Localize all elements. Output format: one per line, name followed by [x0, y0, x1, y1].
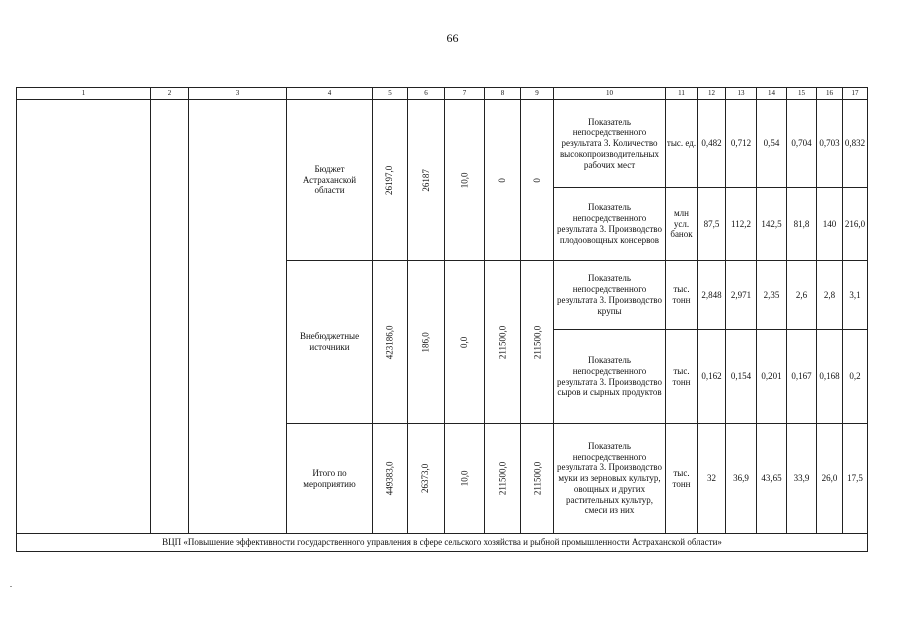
value-cell: 81,8 [787, 188, 817, 261]
unit-cell: тыс. тонн [666, 261, 698, 330]
value-cell: 0,703 [817, 100, 843, 188]
value-cell: 0,162 [698, 330, 726, 424]
value-cell: 2,6 [787, 261, 817, 330]
value-cell: 3,1 [843, 261, 868, 330]
value-text: 26197,0 [384, 165, 395, 195]
value-text: 0 [531, 177, 542, 183]
value-cell [373, 424, 408, 534]
footer-row [17, 534, 868, 552]
value-cell: 26,0 [817, 424, 843, 534]
value-cell [521, 424, 554, 534]
indicator-cell: Показатель непосредственного результата 3. Производство сыров и сырных продуктов [554, 330, 666, 424]
value-cell [485, 100, 521, 261]
header-row [17, 88, 868, 100]
value-cell: 2,848 [698, 261, 726, 330]
col-header: 3 [189, 88, 287, 100]
value-cell: 2,971 [726, 261, 757, 330]
value-cell: 36,9 [726, 424, 757, 534]
table-row [17, 100, 868, 188]
value-cell: 2,8 [817, 261, 843, 330]
value-text: 0,0 [459, 336, 470, 348]
value-cell [373, 261, 408, 424]
col-header: 14 [757, 88, 787, 100]
value-text: 423186,0 [384, 325, 395, 359]
data-table [16, 87, 868, 552]
unit-cell: тыс. ед. [666, 100, 698, 188]
value-cell [445, 100, 485, 261]
value-cell: 0,201 [757, 330, 787, 424]
empty-cell [17, 100, 151, 534]
indicator-cell: Показатель непосредственного результата 3. Производство муки из зерновых культур, овощных и других растительных культур, смеси из них [554, 424, 666, 534]
indicator-cell: Показатель непосредственного результата 3. Количество высокопроизводительных рабочих мест [554, 100, 666, 188]
value-text: 211500,0 [532, 325, 543, 359]
value-cell [485, 261, 521, 424]
value-cell [408, 100, 445, 261]
value-cell: 87,5 [698, 188, 726, 261]
col-header: 11 [666, 88, 698, 100]
value-cell: 0,167 [787, 330, 817, 424]
value-cell: 112,2 [726, 188, 757, 261]
funding-source: Бюджет Астраханской области [287, 100, 373, 261]
value-cell: 0,168 [817, 330, 843, 424]
unit-cell: тыс. тонн [666, 424, 698, 534]
value-cell: 140 [817, 188, 843, 261]
value-cell: 0,54 [757, 100, 787, 188]
value-cell: 2,35 [757, 261, 787, 330]
empty-cell [151, 100, 189, 534]
value-cell: 216,0 [843, 188, 868, 261]
value-text: 211500,0 [497, 461, 508, 496]
col-header: 10 [554, 88, 666, 100]
value-text: 211500,0 [532, 461, 543, 496]
funding-source: Итого по мероприятию [287, 424, 373, 534]
indicator-cell: Показатель непосредственного результата 3. Производство плодоовощных консервов [554, 188, 666, 261]
value-cell [521, 261, 554, 424]
col-header: 13 [726, 88, 757, 100]
value-text: 211500,0 [497, 325, 508, 359]
scan-artifact [10, 586, 12, 587]
value-cell: 0,154 [726, 330, 757, 424]
col-header: 9 [521, 88, 554, 100]
page-number: 66 [446, 31, 459, 45]
value-cell: 0,712 [726, 100, 757, 188]
value-cell: 17,5 [843, 424, 868, 534]
col-header: 6 [408, 88, 445, 100]
value-cell: 0,704 [787, 100, 817, 188]
value-text: 0 [497, 177, 508, 183]
value-cell [408, 261, 445, 424]
value-text: 449383,0 [384, 461, 395, 496]
value-text: 26373,0 [420, 463, 431, 494]
value-cell: 0,832 [843, 100, 868, 188]
value-cell [445, 424, 485, 534]
value-cell [521, 100, 554, 261]
empty-cell [189, 100, 287, 534]
funding-source: Внебюджетные источники [287, 261, 373, 424]
col-header: 16 [817, 88, 843, 100]
col-header: 4 [287, 88, 373, 100]
value-text: 10,0 [459, 172, 470, 188]
col-header: 2 [151, 88, 189, 100]
value-cell: 43,65 [757, 424, 787, 534]
value-cell [373, 100, 408, 261]
value-cell [445, 261, 485, 424]
value-cell: 142,5 [757, 188, 787, 261]
value-cell: 0,482 [698, 100, 726, 188]
value-cell [485, 424, 521, 534]
program-title: ВЦП «Повышение эффективности государственного управления в сфере сельского хозяйства и рыбной промышленности Астраханской области» [17, 534, 868, 552]
col-header: 1 [17, 88, 151, 100]
indicator-cell: Показатель непосредственного результата 3. Производство крупы [554, 261, 666, 330]
col-header: 8 [485, 88, 521, 100]
value-text: 26187 [420, 168, 431, 192]
col-header: 15 [787, 88, 817, 100]
value-cell [408, 424, 445, 534]
col-header: 7 [445, 88, 485, 100]
col-header: 17 [843, 88, 868, 100]
col-header: 5 [373, 88, 408, 100]
unit-cell: тыс. тонн [666, 330, 698, 424]
value-cell: 0,2 [843, 330, 868, 424]
value-cell: 32 [698, 424, 726, 534]
value-cell: 33,9 [787, 424, 817, 534]
unit-cell: млн усл. банок [666, 188, 698, 261]
col-header: 12 [698, 88, 726, 100]
value-text: 186,0 [420, 331, 431, 353]
value-text: 10,0 [459, 470, 470, 487]
